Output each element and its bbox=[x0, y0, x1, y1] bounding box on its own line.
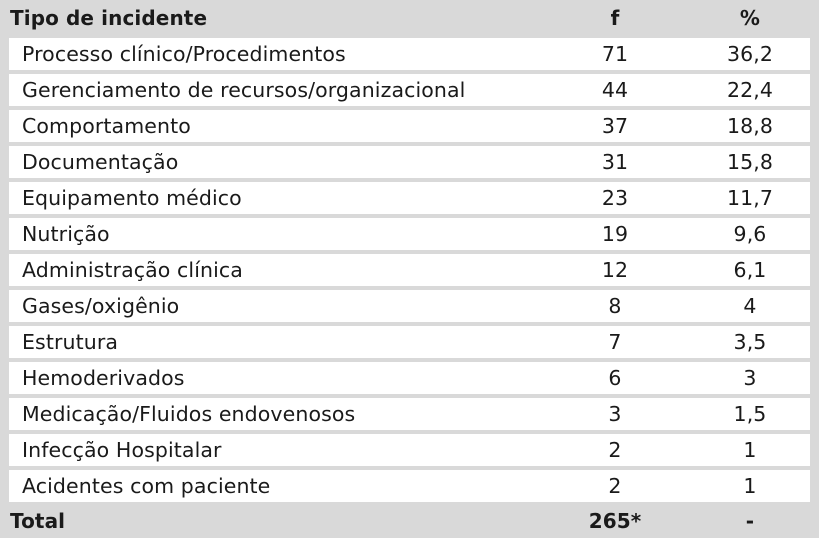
header-f: f bbox=[610, 6, 620, 30]
row-type: Infecção Hospitalar bbox=[22, 438, 222, 462]
row-type: Hemoderivados bbox=[22, 366, 185, 390]
table-row bbox=[9, 362, 810, 394]
row-type: Processo clínico/Procedimentos bbox=[22, 42, 346, 66]
row-f: 12 bbox=[601, 258, 629, 282]
row-f: 8 bbox=[608, 294, 622, 318]
row-pct: 1,5 bbox=[733, 402, 767, 426]
row-type: Administração clínica bbox=[22, 258, 243, 282]
table-row bbox=[9, 326, 810, 358]
row-pct: 3,5 bbox=[733, 330, 767, 354]
table-row bbox=[9, 398, 810, 430]
table-total-row bbox=[0, 504, 819, 538]
table-row bbox=[9, 110, 810, 142]
table-row bbox=[9, 146, 810, 178]
table-header bbox=[0, 0, 819, 36]
row-f: 37 bbox=[601, 114, 629, 138]
table-row bbox=[9, 470, 810, 502]
table-row bbox=[9, 38, 810, 70]
row-f: 19 bbox=[601, 222, 629, 246]
total-f: 265* bbox=[588, 509, 642, 533]
row-type: Documentação bbox=[22, 150, 179, 174]
row-type: Gerenciamento de recursos/organizacional bbox=[22, 78, 466, 102]
row-pct: 1 bbox=[743, 438, 757, 462]
row-f: 71 bbox=[601, 42, 629, 66]
row-pct: 1 bbox=[743, 474, 757, 498]
row-type: Acidentes com paciente bbox=[22, 474, 271, 498]
table-row bbox=[9, 434, 810, 466]
table-row bbox=[9, 74, 810, 106]
row-type: Equipamento médico bbox=[22, 186, 242, 210]
row-pct: 4 bbox=[743, 294, 757, 318]
table-row bbox=[9, 290, 810, 322]
total-pct: - bbox=[745, 509, 755, 533]
row-f: 7 bbox=[608, 330, 622, 354]
table-row bbox=[9, 218, 810, 250]
header-pct: % bbox=[739, 6, 761, 30]
row-type: Gases/oxigênio bbox=[22, 294, 180, 318]
row-pct: 6,1 bbox=[733, 258, 767, 282]
row-type: Comportamento bbox=[22, 114, 191, 138]
row-pct: 22,4 bbox=[726, 78, 774, 102]
row-pct: 18,8 bbox=[726, 114, 774, 138]
row-f: 31 bbox=[601, 150, 629, 174]
row-f: 3 bbox=[608, 402, 622, 426]
row-type: Estrutura bbox=[22, 330, 119, 354]
row-f: 23 bbox=[601, 186, 629, 210]
row-pct: 9,6 bbox=[733, 222, 767, 246]
row-type: Nutrição bbox=[22, 222, 110, 246]
row-f: 44 bbox=[601, 78, 629, 102]
row-f: 2 bbox=[608, 474, 622, 498]
row-pct: 11,7 bbox=[726, 186, 774, 210]
row-pct: 36,2 bbox=[726, 42, 774, 66]
table-row bbox=[9, 254, 810, 286]
row-pct: 3 bbox=[743, 366, 757, 390]
row-f: 6 bbox=[608, 366, 622, 390]
table-row bbox=[9, 182, 810, 214]
row-type: Medicação/Fluidos endovenosos bbox=[22, 402, 356, 426]
total-label: Total bbox=[10, 509, 66, 533]
row-f: 2 bbox=[608, 438, 622, 462]
header-type: Tipo de incidente bbox=[10, 6, 208, 30]
row-pct: 15,8 bbox=[726, 150, 774, 174]
